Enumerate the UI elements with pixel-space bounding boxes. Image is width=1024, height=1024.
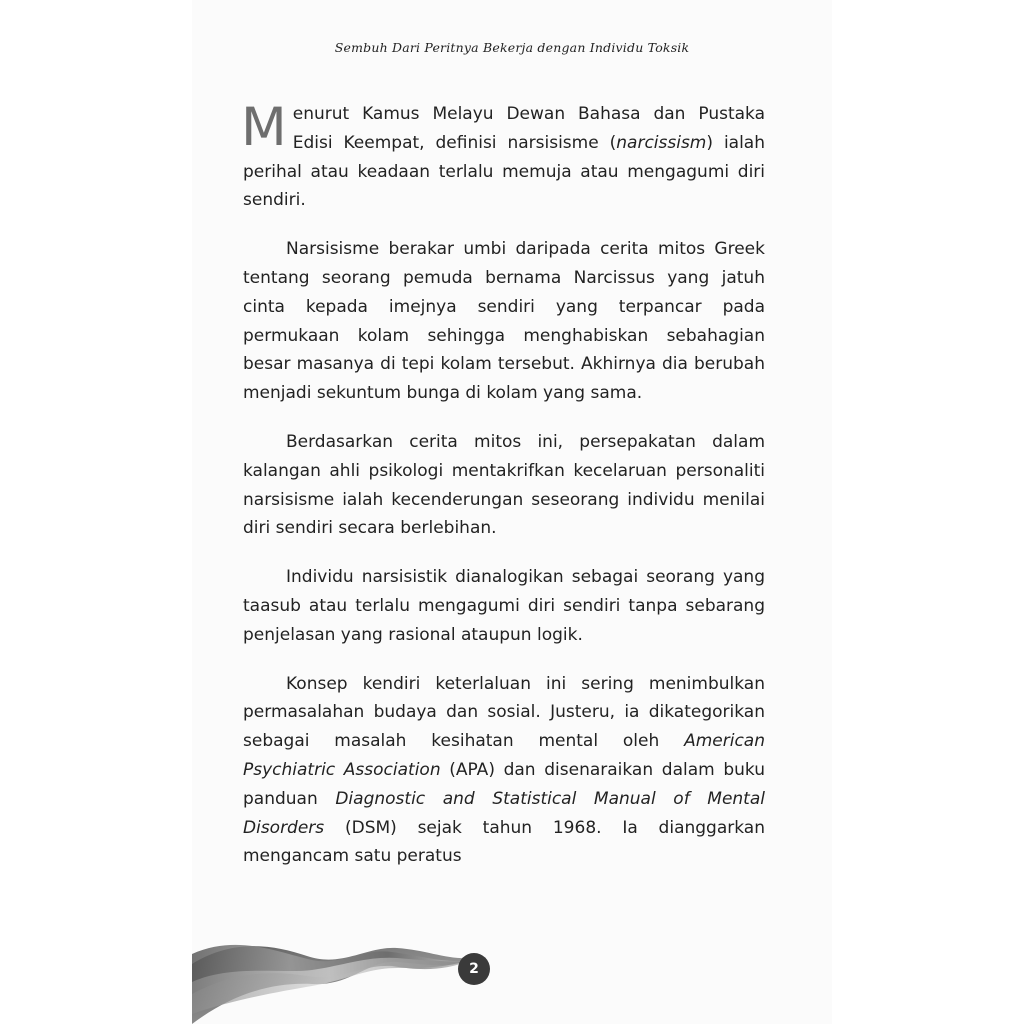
running-header: Sembuh Dari Peritnya Bekerja dengan Individu Toksik bbox=[334, 40, 690, 55]
paragraph-2: Narsisisme berakar umbi daripada cerita mitos Greek tentang seorang pemuda bernama Narcissus yang jatuh cinta kepada imejnya sendiri yang terpancar pada permukaan kolam sehingga menghabiskan sebahagian besar masanya di tepi kolam tersebut. Akhirnya dia berubah menjadi sekuntum bunga di kolam yang sama. bbox=[243, 239, 765, 404]
paragraph-4: Individu narsisistik dianalogikan sebagai seorang yang taasub atau terlalu mengagumi diri sendiri tanpa sebarang penjelasan yang rasional ataupun logik. bbox=[243, 567, 765, 645]
paragraph-3: Berdasarkan cerita mitos ini, persepakatan dalam kalangan ahli psikologi mentakrifkan kecelaruan personaliti narsisisme ialah kecenderungan seseorang individu menilai diri sendiri secara berlebihan. bbox=[243, 431, 765, 539]
paragraph-5 bbox=[243, 670, 765, 872]
paragraph-1-text-b: ) ialah perihal atau keadaan terlalu memuja atau mengagumi diri sendiri. bbox=[243, 132, 765, 211]
paragraph-1-italic-term: narcissism bbox=[616, 132, 707, 153]
paragraph-1 bbox=[241, 97, 765, 215]
paragraph-5-text-b: (APA) dan disenaraikan dalam buku panduan bbox=[243, 759, 765, 809]
paragraph-1-text-a: enurut Kamus Melayu Dewan Bahasa dan Pustaka Edisi Keempat, definisi narsisisme ( bbox=[292, 104, 765, 153]
body-text bbox=[241, 97, 765, 891]
page-number-badge: 2 bbox=[458, 953, 490, 985]
paragraph-5-text-c: (DSM) sejak tahun 1968. Ia dianggarkan mengancam satu peratus bbox=[243, 817, 765, 867]
paragraph-5-italic-org: American Psychiatric Association bbox=[243, 731, 765, 780]
book-page bbox=[192, 0, 832, 1024]
drop-cap: M bbox=[241, 97, 287, 158]
paragraph-5-italic-book: Diagnostic and Statistical Manual of Mental Disorders bbox=[243, 788, 765, 838]
paragraph-5-text-a: Konsep kendiri keterlaluan ini sering menimbulkan permasalahan budaya dan sosial. Justeru, ia dikategorikan sebagai masalah kesihatan mental oleh bbox=[243, 673, 765, 752]
